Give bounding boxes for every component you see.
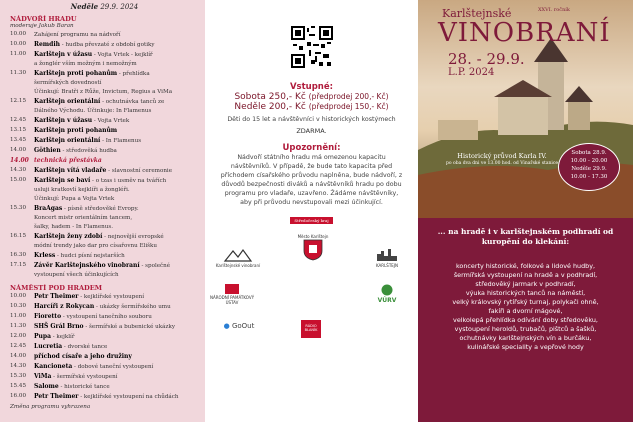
schedule-row — [10, 362, 199, 372]
schedule-time: 13.15 — [10, 127, 27, 133]
admission-title: Vstupné: — [289, 82, 334, 92]
program-panel — [0, 0, 205, 422]
schedule-time: 17.15 — [10, 262, 27, 268]
edition-label: XXVI. ročník — [538, 7, 570, 13]
schedule-row — [10, 116, 199, 126]
schedule-time: 10.30 — [10, 303, 27, 309]
schedule-time: 14.30 — [10, 363, 27, 369]
attraction-item: šermířská vystoupení na hradě a v podhradí, — [453, 271, 598, 279]
attractions-list — [422, 262, 629, 352]
attraction-item: středověký jarmark v podhradí, — [475, 280, 576, 288]
schedule-row — [10, 40, 199, 50]
schedule-time: 15.30 — [10, 373, 27, 379]
warning-title: Upozornění: — [282, 143, 341, 153]
vinobrani-logo: Karlštejnské vinobraní — [215, 248, 261, 268]
performer-name: Petr Theimer — [34, 293, 79, 300]
castle-schedule-afternoon — [10, 166, 199, 280]
performer-name: Lucretia — [34, 343, 63, 350]
title-panel — [418, 0, 633, 422]
performance-desc: - písně středověké Evropy. — [62, 206, 139, 212]
performance-desc: Zahájení programu na nádvoří — [34, 32, 121, 38]
kids-free: ZDARMA. — [296, 127, 327, 135]
schedule-row — [10, 166, 199, 176]
schedule-row — [10, 30, 199, 40]
schedule-time: 12.15 — [10, 98, 27, 104]
square-section-title: NÁMĚSTÍ POD HRADEM — [10, 284, 103, 292]
kids-note: Děti do 15 let a návštěvníci v historických kostýmech — [227, 116, 396, 123]
saturday-price: Sobota 250,- Kč (předprodej 200,- Kč) — [234, 92, 389, 102]
performance-desc: - historické tance — [58, 384, 110, 390]
performer-name: Karlštejn vítá vladaře — [34, 167, 107, 174]
schedule-row — [10, 292, 199, 302]
performance-detail: Dálného Východu. Účinkuje: In Flamenus — [34, 108, 152, 114]
performance-detail: Účinkují: Pupa a Vojta Vrtek — [34, 196, 115, 202]
schedule-time: 14.00 — [10, 147, 27, 153]
performance-detail: Účinkují: Bratři z Růže, Invictum, Regius a ViMa — [34, 89, 173, 95]
performer-name: Remdih — [34, 41, 60, 48]
attraction-item: velký královský rytířský turnaj, polykači ohně, — [452, 298, 599, 306]
schedule-row — [10, 176, 199, 186]
partner-logos — [205, 226, 418, 376]
performance-detail: a žonglér vším možným i nemožným — [34, 61, 137, 67]
performance-detail: Koncert mistr orientálním tancem, — [34, 215, 133, 221]
performer-name: Karlštejn v úžasu — [34, 51, 93, 58]
procession-info: Historický průvod Karla IV. po oba dva dni ve 13.00 hod. od Vinařské stanice — [446, 152, 559, 166]
castle-moderator: moderuje Jakub Baran — [10, 23, 74, 29]
schedule-row — [10, 232, 199, 242]
schedule-time: 13.45 — [10, 137, 27, 143]
title-line1: Karlštejnské — [442, 7, 512, 20]
schedule-row — [10, 312, 199, 322]
schedule-row — [10, 392, 199, 402]
attraction-item: výuka historických tanců na náměstí, — [465, 289, 586, 297]
performance-desc: - šermířské vystoupení — [51, 374, 118, 380]
schedule-time: 11.00 — [10, 313, 27, 319]
attraction-item: ochutnávky karlštejnských vín a burčáku, — [459, 334, 592, 342]
performer-name: Salome — [34, 383, 59, 390]
schedule-time: 14.00 — [10, 353, 27, 359]
attraction-item: kulinářské speciality a vepřové hody — [467, 343, 584, 351]
schedule-row — [10, 332, 199, 342]
program-headline: ... na hradě i v karlštejnském podhradí od kuropění do klekání: — [437, 227, 614, 246]
schedule-row — [10, 342, 199, 352]
performance-desc: - dvorské tance — [62, 344, 108, 350]
sunday-price: Neděle 200,- Kč (předprodej 150,- Kč) — [234, 102, 389, 112]
performance-desc: - Vojta Vrtek — [92, 118, 130, 124]
performer-name: Karlštejn proti pohanům — [34, 127, 118, 134]
day-heading: Neděle 29.9. 2024 — [70, 2, 139, 11]
schedule-row — [10, 97, 199, 107]
opening-hours-badge: Sobota 28.9. 10.00 - 20.00 Neděle 29.9. 10.00 - 17.30 — [558, 143, 620, 191]
performance-desc: - ochutnávka tanců ze — [100, 99, 165, 105]
schedule-row — [10, 50, 199, 60]
performance-desc: - o tzas i usměv na tvářích — [90, 178, 167, 184]
performer-name: Karlštejn se baví — [34, 177, 91, 184]
performance-desc: - kejklíř — [50, 334, 75, 340]
performance-desc: - Vojta Vrtek - kejklíř — [92, 52, 153, 58]
npu-logo: NÁRODNÍ PAMÁTKOVÝ ÚSTAV — [207, 284, 257, 305]
performer-name: příchod císaře a jeho družiny — [34, 353, 132, 360]
attraction-item: fakíři a dvorní mágové, — [488, 307, 563, 315]
performance-desc: - hudci písní nejstarších — [55, 253, 125, 259]
schedule-time: 16.15 — [10, 233, 27, 239]
schedule-time: 15.30 — [10, 205, 27, 211]
performance-desc: - ukázky šermířského umu — [94, 304, 171, 310]
performance-detail: šalky, hadem - In Flamenus. — [34, 224, 113, 230]
castle-schedule — [10, 30, 199, 156]
schedule-row — [10, 322, 199, 332]
performance-detail: vystoupení všech účinkujících — [34, 272, 119, 278]
schedule-row — [10, 382, 199, 392]
schedule-row — [10, 136, 199, 146]
technical-break: 14.00 technická přestávka — [10, 157, 102, 164]
schedule-time: 16.30 — [10, 252, 27, 258]
performer-name: ViMa — [34, 373, 52, 380]
karlstejn-logo: KARLŠTEJN — [365, 248, 409, 268]
performance-desc: - kejklířské vystoupení na chůdách — [78, 394, 179, 400]
schedule-time: 12.00 — [10, 333, 27, 339]
festival-dates: 28. - 29.9. — [448, 50, 525, 68]
performance-desc: - hudba převzaté z období gotiky — [60, 42, 155, 48]
schedule-time: 16.00 — [10, 393, 27, 399]
performer-name: Karlštejn proti pohanům — [34, 70, 118, 77]
schedule-time: 12.45 — [10, 343, 27, 349]
schedule-time: 11.30 — [10, 323, 27, 329]
schedule-row — [10, 372, 199, 382]
performer-name: Harcíři z Rokycan — [34, 303, 95, 310]
performer-name: Krless — [34, 252, 56, 259]
performer-name: Karlštejn orientální — [34, 98, 101, 105]
attraction-item: koncerty historické, folkové a lidové hudby, — [455, 262, 596, 270]
schedule-time: 11.00 — [10, 51, 27, 57]
program-change-note: Změna programu vyhrazena — [10, 404, 91, 410]
schedule-time: 10.00 — [10, 31, 27, 37]
performer-name: Petr Theimer — [34, 393, 79, 400]
schedule-row — [10, 126, 199, 136]
attraction-item: vystoupení heroldů, trubačů, pištců a šašků, — [454, 325, 597, 333]
performer-name: Fioretto — [34, 313, 62, 320]
performance-desc: - společné — [139, 263, 171, 269]
performance-desc: - vystoupení tanečního souboru — [61, 314, 152, 320]
qr-code-icon[interactable] — [291, 26, 333, 68]
performance-desc: - šermířské a bubenické ukázky — [83, 324, 175, 330]
schedule-row — [10, 302, 199, 312]
goout-logo: ● GoOut — [223, 322, 255, 330]
schedule-row — [10, 146, 199, 156]
performer-name: Karlštejn ženy zdobí — [34, 233, 103, 240]
performer-name: SHŠ Grál Brno — [34, 323, 84, 330]
performer-name: Závěr Karlštejnského vinobraní — [34, 262, 140, 269]
performer-name: Karlštejn v úžasu — [34, 117, 93, 124]
performance-desc: - přehlídka — [117, 71, 150, 77]
schedule-row — [10, 352, 199, 362]
performer-name: Göthien — [34, 147, 61, 154]
performer-name: Pupa — [34, 333, 51, 340]
town-crest-logo: Město Karlštejn — [293, 234, 333, 262]
performance-desc: - dobové taneční vystoupení — [72, 364, 154, 370]
schedule-row — [10, 204, 199, 214]
performer-name: Karlštejn orientální — [34, 137, 101, 144]
performer-name: BraAgas — [34, 205, 63, 212]
attraction-item: velkolepá přehlídka odívání doby středověku, — [453, 316, 598, 324]
schedule-time: 15.00 — [10, 177, 27, 183]
performance-detail: usluji kratkovlí kejklíři a žongléři. — [34, 187, 130, 193]
schedule-time: 14.30 — [10, 167, 27, 173]
festival-title: VINOBRANÍ — [438, 18, 611, 48]
warning-text: Nádvoří státního hradu má omezenou kapacitu návštěvníků. V případě, že bude tato kapacita před příchodem císařského průvodu naplněna, bude nádvoří, z důvodů bezpečnosti diváků a návštěvníků hradu po dobu programu pro vladaře, uzavřeno. Žádáme návštěvníky, aby při průvodu nevstupovali mezi účinkující. — [220, 154, 403, 206]
performer-name: Kancioneta — [34, 363, 73, 370]
info-panel — [205, 0, 418, 422]
schedule-time: 12.45 — [10, 117, 27, 123]
performance-detail: šermířských dovedností — [34, 80, 102, 86]
sponsor-strip: Středočeský kraj — [290, 217, 332, 224]
schedule-time: 11.30 — [10, 70, 27, 76]
schedule-row — [10, 69, 199, 79]
schedule-time: 15.45 — [10, 383, 27, 389]
radio-blanik-logo: RÁDIO BLANÍK — [301, 320, 321, 338]
performance-desc: - slavnostní ceremonie — [106, 168, 173, 174]
schedule-time: 10.00 — [10, 293, 27, 299]
performance-desc: - In Flamenus — [100, 138, 142, 144]
schedule-row — [10, 251, 199, 261]
schedule-row — [10, 261, 199, 271]
performance-desc: - středověká hudba — [60, 148, 117, 154]
festival-year: L.P. 2024 — [448, 67, 495, 78]
performance-desc: - kejklířské vystoupení — [78, 294, 145, 300]
performance-desc: - nejnovější evropské — [102, 234, 164, 240]
castle-section-title: NÁDVOŘÍ HRADU — [10, 15, 77, 23]
vurv-logo: VÚRV — [365, 284, 409, 304]
performance-detail: módní trendy jako dar pro císařovnu Elišku — [34, 243, 157, 249]
schedule-time: 10.00 — [10, 41, 27, 47]
square-schedule — [10, 292, 199, 402]
